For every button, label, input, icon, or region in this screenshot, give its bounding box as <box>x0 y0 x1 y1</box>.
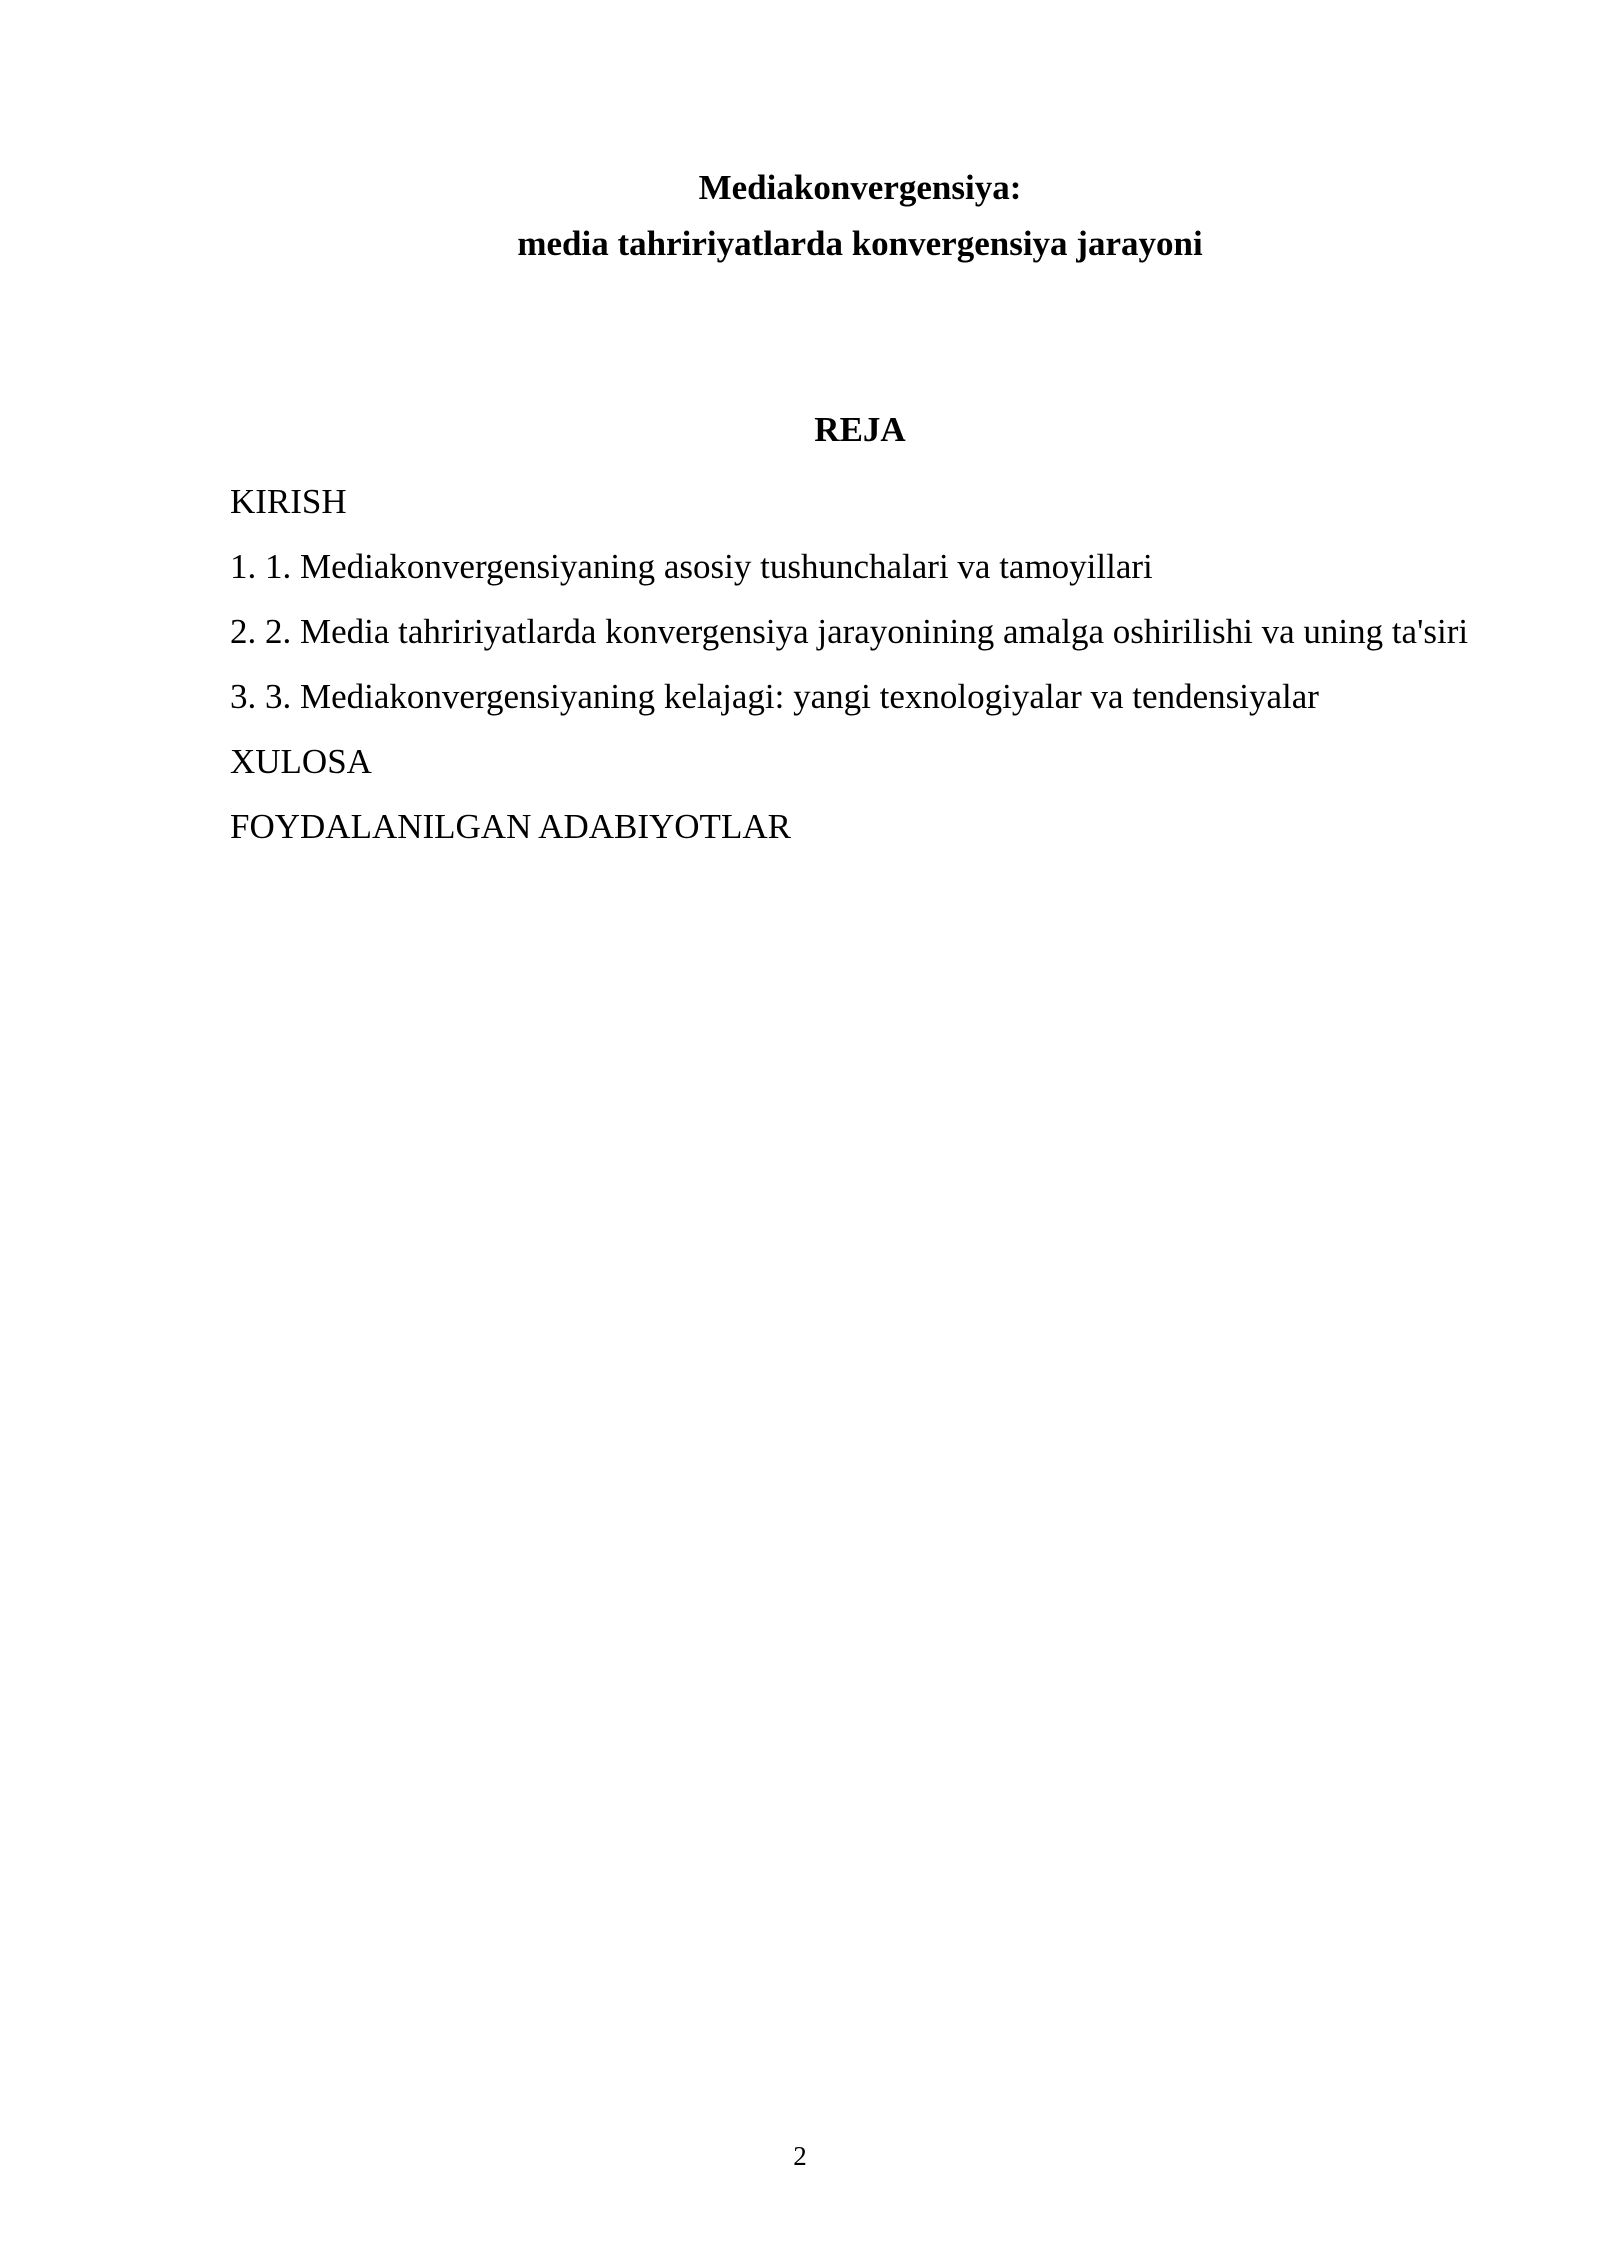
plan-heading: REJA <box>814 410 906 449</box>
title-line-1: Mediakonvergensiya: <box>698 168 1022 207</box>
plan-item-introduction: KIRISH <box>230 482 347 521</box>
plan-item-chapter-1: 1. 1. Mediakonvergensiyaning asosiy tushunchalari va tamoyillari <box>230 547 1153 586</box>
plan-item-conclusion: XULOSA <box>230 742 372 781</box>
plan-list <box>230 474 1490 864</box>
plan-item-chapter-3: 3. 3. Mediakonvergensiyaning kelajagi: yangi texnologiyalar va tendensiyalar <box>230 677 1319 716</box>
plan-item-chapter-2: 2. 2. Media tahririyatlarda konvergensiya jarayonining amalga oshirilishi va uning ta'siri <box>230 612 1469 651</box>
title-line-2: media tahririyatlarda konvergensiya jarayoni <box>517 224 1203 263</box>
plan-item-references: FOYDALANILGAN ADABIYOTLAR <box>230 807 791 846</box>
page-number: 2 <box>793 2141 807 2171</box>
document-title <box>230 160 1490 272</box>
